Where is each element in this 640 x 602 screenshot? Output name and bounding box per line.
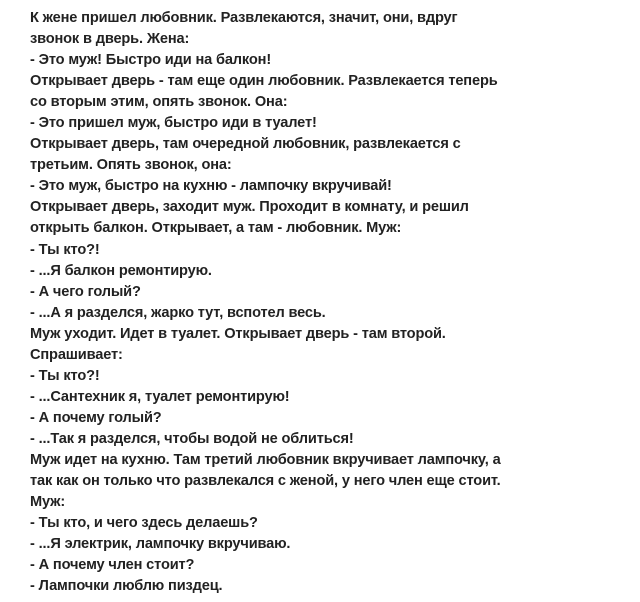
text-line-20: - А почему голый?: [30, 409, 162, 426]
text-line-25: - Ты кто, и чего здесь делаешь?: [30, 515, 258, 532]
text-line-7: Открывает дверь, там очередной любовник, развлекается с: [30, 136, 461, 153]
text-line-6: - Это пришел муж, быстро иди в туалет!: [30, 115, 317, 132]
text-line-15: - ...А я разделся, жарко тут, вспотел весь.: [30, 304, 326, 321]
text-line-14: - А чего голый?: [30, 283, 141, 300]
text-line-17: Спрашивает:: [30, 346, 123, 363]
text-line-9: - Это муж, быстро на кухню - лампочку вкручивай!: [30, 178, 392, 195]
text-line-13: - ...Я балкон ремонтирую.: [30, 262, 212, 279]
text-line-16: Муж уходит. Идет в туалет. Открывает дверь - там второй.: [30, 325, 446, 342]
text-line-5: со вторым этим, опять звонок. Она:: [30, 94, 288, 111]
text-line-4: Открывает дверь - там еще один любовник. Развлекается теперь: [30, 73, 498, 90]
text-line-28: - Лампочки люблю пиздец.: [30, 578, 223, 595]
text-line-3: - Это муж! Быстро иди на балкон!: [30, 52, 272, 69]
text-line-22: Муж идет на кухню. Там третий любовник вкручивает лампочку, а: [30, 451, 501, 468]
text-line-12: - Ты кто?!: [30, 241, 100, 258]
text-line-26: - ...Я электрик, лампочку вкручиваю.: [30, 536, 291, 553]
text-line-19: - ...Сантехник я, туалет ремонтирую!: [30, 388, 290, 405]
text-line-23: так как он только что развлекался с женой, у него член еще стоит.: [30, 473, 501, 490]
joke-text-body: [30, 8, 630, 597]
text-line-24: Муж:: [30, 494, 66, 511]
text-line-18: - Ты кто?!: [30, 367, 100, 384]
text-line-1: К жене пришел любовник. Развлекаются, значит, они, вдруг: [30, 10, 458, 26]
text-line-8: третьим. Опять звонок, она:: [30, 157, 232, 174]
text-line-11: открыть балкон. Открывает, а там - любовник. Муж:: [30, 220, 402, 237]
text-line-2: звонок в дверь. Жена:: [30, 31, 190, 48]
text-line-10: Открывает дверь, заходит муж. Проходит в комнату, и решил: [30, 199, 469, 216]
text-line-21: - ...Так я разделся, чтобы водой не облиться!: [30, 430, 354, 447]
text-line-27: - А почему член стоит?: [30, 557, 195, 574]
